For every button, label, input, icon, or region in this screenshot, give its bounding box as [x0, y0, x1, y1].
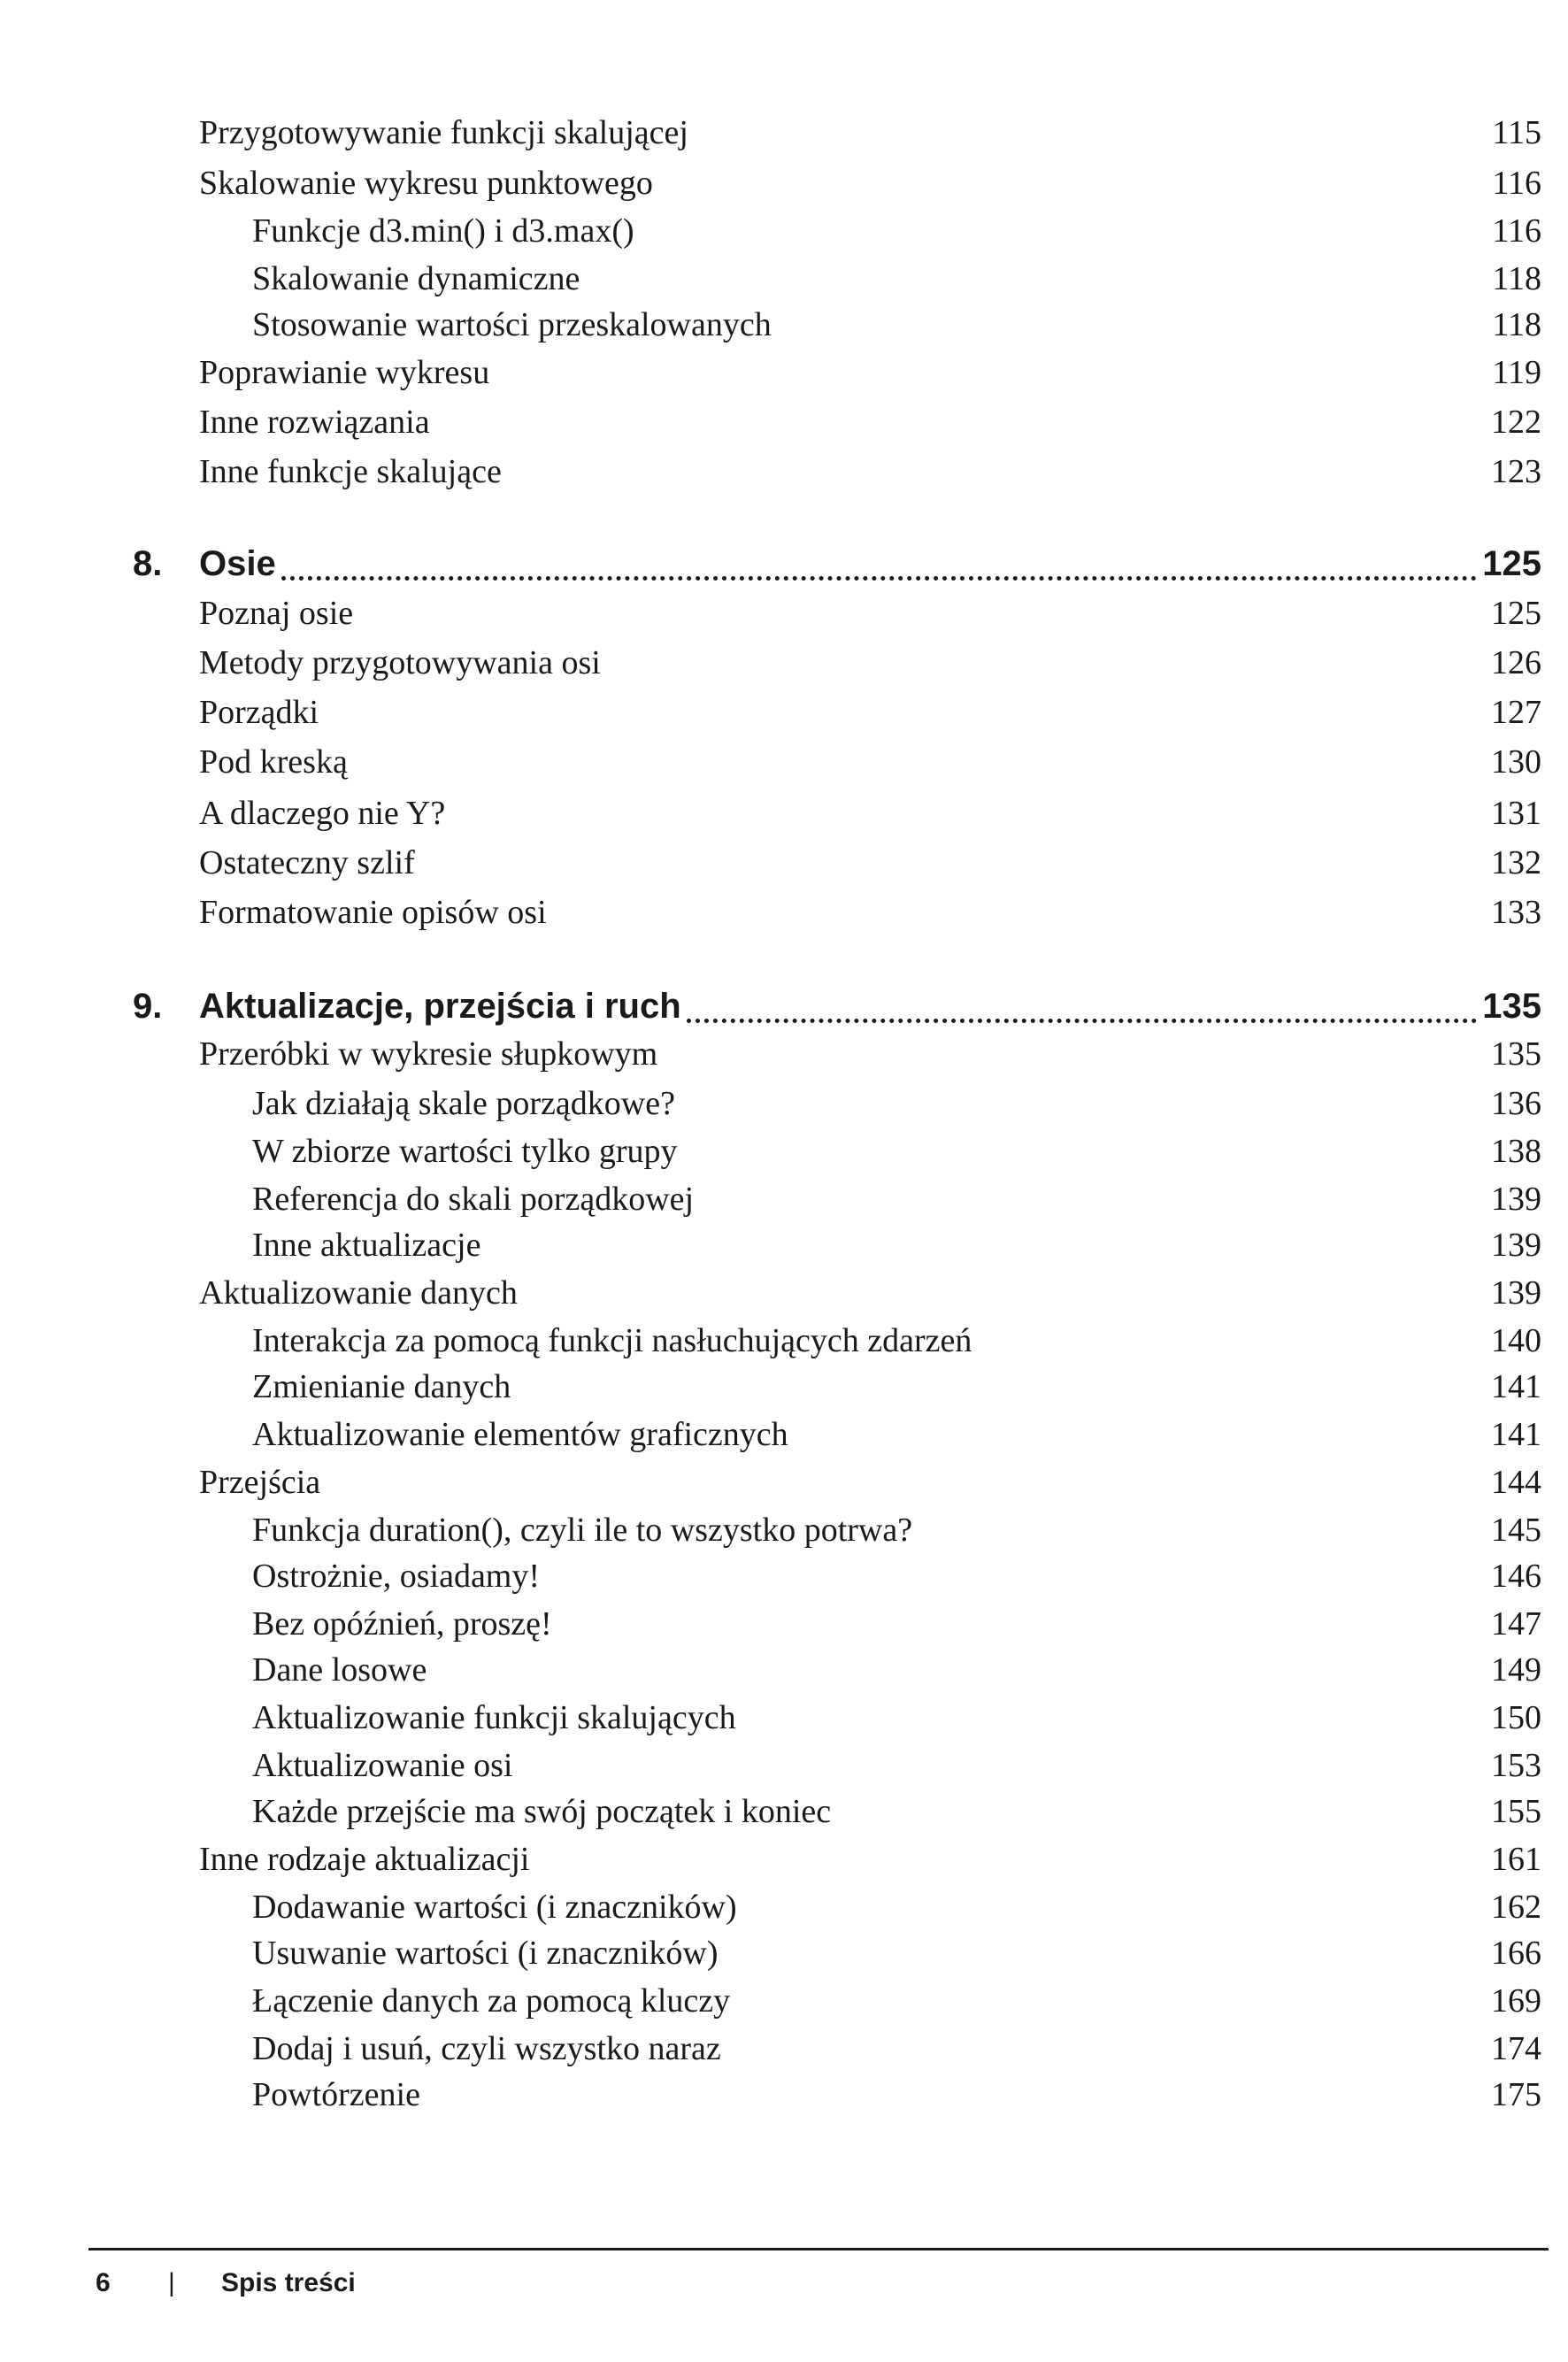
toc-entry-title: Metody przygotowywania osi: [199, 644, 601, 681]
toc-entry: [0, 1837, 1568, 1881]
toc-entry-title: Zmienianie danych: [252, 1368, 511, 1405]
toc-entry: [0, 161, 1568, 205]
toc-entry-page: 141: [1491, 1416, 1541, 1453]
toc-entry-title: Poprawianie wykresu: [199, 354, 490, 391]
toc-entry-title: Referencja do skali porządkowej: [252, 1181, 695, 1218]
toc-entry-title: Przygotowywanie funkcji skalującej: [199, 114, 688, 151]
toc-entry-title: Bez opóźnień, proszę!: [252, 1605, 552, 1643]
toc-entry: [0, 791, 1568, 835]
toc-entry-page: 119: [1492, 354, 1541, 391]
toc-entry-page: 155: [1491, 1793, 1541, 1830]
toc-entry: [0, 350, 1568, 395]
toc-entry-title: Dodawanie wartości (i znaczników): [252, 1889, 737, 1926]
footer-rule: [88, 2248, 1549, 2250]
toc-entry-page: 130: [1491, 743, 1541, 781]
toc-entry-title: Łączenie danych za pomocą kluczy: [252, 1982, 731, 2020]
toc-entry-page: 132: [1491, 844, 1541, 881]
toc-entry-page: 166: [1491, 1935, 1541, 1972]
toc-entry: [0, 1508, 1568, 1552]
toc-entry: [0, 2073, 1568, 2117]
toc-entry-page: 161: [1491, 1841, 1541, 1878]
footer-section-title: Spis treści: [221, 2268, 356, 2297]
toc-entry-title: Inne aktualizacje: [252, 1227, 481, 1264]
toc-entry-page: 145: [1491, 1512, 1541, 1549]
toc-entry-title: Formatowanie opisów osi: [199, 894, 547, 931]
chapter-title: Aktualizacje, przejścia i ruch: [199, 987, 681, 1026]
footer-page-number: 6: [96, 2268, 111, 2297]
toc-entry-page: 136: [1491, 1085, 1541, 1122]
toc-entry-title: Inne rozwiązania: [199, 404, 430, 441]
toc-entry-title: Interakcja za pomocą funkcji nasłuchujących zdarzeń: [252, 1322, 972, 1359]
chapter-number: 8.: [133, 544, 163, 583]
toc-entry-title: Ostrożnie, osiadamy!: [252, 1558, 541, 1595]
toc-entry: [0, 1979, 1568, 2023]
toc-entry: [0, 591, 1568, 635]
chapter-page: 125: [1482, 544, 1541, 583]
toc-entry-page: 139: [1491, 1181, 1541, 1218]
toc-entry-page: 115: [1492, 114, 1541, 151]
toc-entry: [0, 1789, 1568, 1834]
page-footer: [0, 2261, 1568, 2305]
toc-entry: [0, 841, 1568, 885]
toc-entry: [0, 1365, 1568, 1409]
toc-entry-page: 175: [1491, 2076, 1541, 2113]
toc-entry-page: 141: [1491, 1368, 1541, 1405]
toc-entry: [0, 1696, 1568, 1740]
toc-entry: [0, 690, 1568, 735]
toc-entry-title: Porządki: [199, 694, 319, 731]
toc-entry: [0, 1412, 1568, 1457]
toc-entry-title: Usuwanie wartości (i znaczników): [252, 1935, 719, 1972]
toc-entry: [0, 1271, 1568, 1315]
toc-entry: [0, 1648, 1568, 1692]
toc-entry: [0, 1129, 1568, 1173]
toc-entry-page: 149: [1491, 1651, 1541, 1689]
toc-entry-title: Stosowanie wartości przeskalowanych: [252, 306, 772, 343]
toc-entry: [0, 1931, 1568, 1975]
toc-entry-title: W zbiorze wartości tylko grupy: [252, 1133, 678, 1170]
toc-entry-page: 125: [1491, 595, 1541, 632]
toc-entry-title: Jak działają skale porządkowe?: [252, 1085, 675, 1122]
toc-entry-title: Każde przejście ma swój początek i koniec: [252, 1793, 832, 1830]
chapter-number: 9.: [133, 987, 163, 1026]
toc-entry-title: Dodaj i usuń, czyli wszystko naraz: [252, 2030, 721, 2067]
toc-entry: [0, 2027, 1568, 2071]
toc-entry: [0, 1885, 1568, 1929]
toc-entry: [0, 1319, 1568, 1363]
toc-entry: [0, 1081, 1568, 1126]
toc-entry-page: 147: [1491, 1605, 1541, 1643]
toc-entry: [0, 740, 1568, 784]
toc-entry-title: Aktualizowanie funkcji skalujących: [252, 1699, 736, 1736]
toc-entry-title: Funkcje d3.min() i d3.max(): [252, 212, 634, 250]
toc-entry-title: Dane losowe: [252, 1651, 427, 1689]
toc-entry-page: 123: [1491, 453, 1541, 490]
toc-entry-page: 133: [1491, 894, 1541, 931]
toc-entry: [0, 890, 1568, 935]
toc-entry-page: 144: [1491, 1464, 1541, 1501]
toc-entry-page: 118: [1492, 260, 1541, 297]
toc-entry-page: 127: [1491, 694, 1541, 731]
toc-entry: [0, 1743, 1568, 1788]
toc-entry-title: Aktualizowanie osi: [252, 1747, 513, 1784]
toc-entry-title: Skalowanie wykresu punktowego: [199, 165, 653, 202]
toc-entry-page: 131: [1491, 795, 1541, 832]
toc-entry: [0, 641, 1568, 685]
toc-entry-page: 140: [1491, 1322, 1541, 1359]
chapter-page: 135: [1482, 987, 1541, 1026]
toc-entry-title: Pod kreską: [199, 743, 348, 781]
footer-separator: |: [168, 2268, 175, 2297]
toc-entry: [0, 1602, 1568, 1646]
toc-entry: [0, 209, 1568, 253]
toc-entry: [0, 303, 1568, 347]
toc-entry: [0, 1223, 1568, 1267]
toc-entry-title: Aktualizowanie elementów graficznych: [252, 1416, 788, 1453]
toc-entry-page: 135: [1491, 1035, 1541, 1073]
toc-entry-title: Przeróbki w wykresie słupkowym: [199, 1035, 658, 1073]
toc-entry-page: 174: [1491, 2030, 1541, 2067]
chapter-title: Osie: [199, 544, 276, 583]
toc-entry-page: 139: [1491, 1274, 1541, 1312]
toc-entry-title: Powtórzenie: [252, 2076, 420, 2113]
toc-entry-page: 153: [1491, 1747, 1541, 1784]
toc-entry-page: 126: [1491, 644, 1541, 681]
toc-entry-page: 116: [1492, 165, 1541, 202]
toc-entry-title: Ostateczny szlif: [199, 844, 415, 881]
toc-entry-page: 139: [1491, 1227, 1541, 1264]
toc-entry-page: 138: [1491, 1133, 1541, 1170]
toc-entry: [0, 111, 1568, 155]
toc-entry-page: 146: [1491, 1558, 1541, 1595]
toc-entry-title: Funkcja duration(), czyli ile to wszystko potrwa?: [252, 1512, 913, 1549]
toc-entry: [0, 450, 1568, 494]
toc-entry-title: Inne rodzaje aktualizacji: [199, 1841, 530, 1878]
toc-entry-title: Aktualizowanie danych: [199, 1274, 518, 1312]
toc-entry-title: Inne funkcje skalujące: [199, 453, 502, 490]
dot-leader: [687, 1019, 1478, 1023]
toc-entry: [0, 400, 1568, 444]
chapter-heading: [0, 981, 1568, 1032]
toc-entry: [0, 1032, 1568, 1076]
dot-leader: [281, 576, 1478, 581]
toc-entry-page: 116: [1492, 212, 1541, 250]
toc-entry-title: A dlaczego nie Y?: [199, 795, 446, 832]
toc-entry-title: Poznaj osie: [199, 595, 354, 632]
toc-entry-title: Przejścia: [199, 1464, 321, 1501]
toc-entry-page: 162: [1491, 1889, 1541, 1926]
toc-entry: [0, 257, 1568, 301]
toc-entry: [0, 1177, 1568, 1221]
chapter-heading: [0, 538, 1568, 589]
toc-entry-page: 118: [1492, 306, 1541, 343]
toc-entry-page: 122: [1491, 404, 1541, 441]
toc-entry: [0, 1460, 1568, 1504]
toc-entry-page: 150: [1491, 1699, 1541, 1736]
toc-entry-title: Skalowanie dynamiczne: [252, 260, 580, 297]
toc-entry-page: 169: [1491, 1982, 1541, 2020]
toc-entry: [0, 1554, 1568, 1598]
